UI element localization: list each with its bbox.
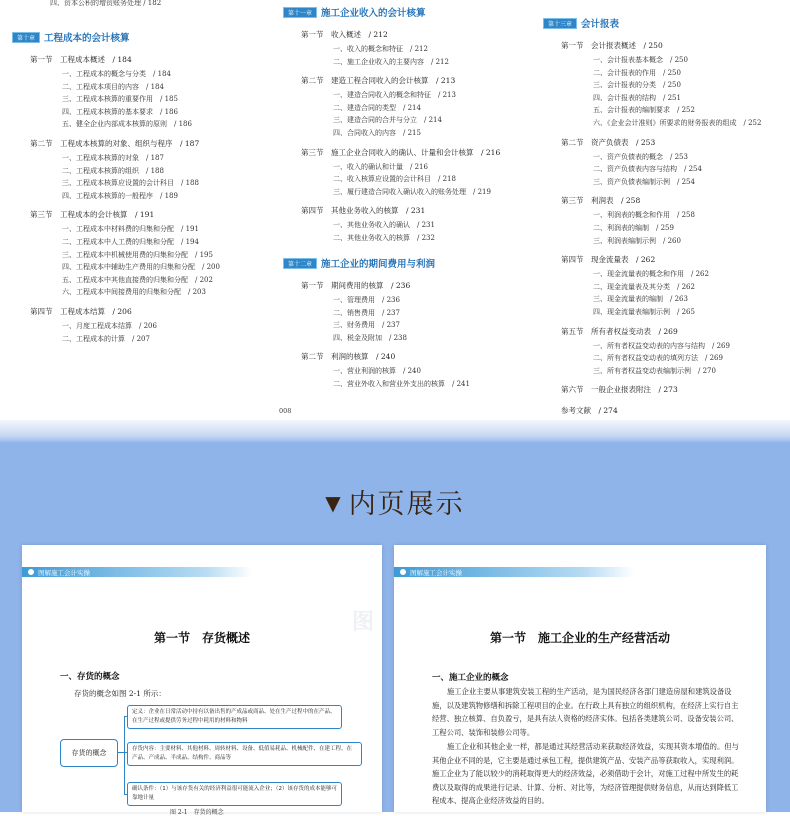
toc-item: 二、销售费用 / 237 (333, 308, 400, 317)
toc-item: 二、其他业务收入的核算 / 232 (333, 234, 435, 242)
page-header-text: 图解施工会计实操 (410, 568, 462, 577)
intro-text: 存货的概念如图 2-1 所示： (74, 689, 166, 698)
toc-section: 第二节 工程成本核算的对象、组织与程序 / 187 (30, 139, 200, 148)
left-sample-page (22, 545, 382, 816)
diagram-box-definition: 定义：企业在日常活动中持有以备出售的产成品或商品、处在生产过程中的在产品、在生产过程或提供劳务过程中耗用的材料和物料 (127, 705, 342, 729)
toc-item: 二、收入核算应设置的会计科目 / 218 (333, 175, 456, 184)
chapter-title: 工程成本的会计核算 (44, 33, 130, 44)
page-header-text: 图解施工会计实操 (38, 568, 90, 577)
triangle-down-icon: ▼ (325, 491, 343, 515)
toc-item: 四、合同收入的内容 / 215 (333, 129, 421, 137)
toc-item: 四、工程成本核算的基本要求 / 186 (62, 107, 178, 116)
toc-section: 第六节 一般企业报表附注 / 273 (561, 385, 678, 395)
toc-item: 三、履行建造合同收入确认收入的账务处理 / 219 (333, 187, 491, 196)
figure-caption: 图 2-1 存货的概念 (170, 809, 224, 816)
header-dot-icon (400, 569, 406, 575)
toc-section: 参考文献 / 274 (561, 406, 618, 416)
toc-item: 一、所有者权益变动表的内容与结构 / 269 (593, 341, 730, 350)
toc-item: 五、会计报表的编制要求 / 252 (593, 106, 695, 115)
toc-item: 五、工程成本中其他直接费的归集和分配 / 202 (62, 275, 213, 284)
toc-item: 一、利润表的概念和作用 / 258 (593, 211, 695, 220)
chapter-heading (283, 256, 435, 270)
toc-section: 第一节 收入概述 / 212 (301, 30, 388, 39)
showcase-title (0, 482, 790, 521)
chapter-heading (12, 30, 130, 44)
toc-item: 一、建造合同收入的概念和特征 / 213 (333, 91, 456, 100)
toc-item: 一、营业利润的核算 / 240 (333, 367, 421, 376)
toc-item: 一、月度工程成本结算 / 206 (62, 322, 157, 330)
chapter-heading (283, 5, 426, 19)
toc-section: 第二节 建造工程合同收入的会计核算 / 213 (301, 76, 456, 86)
toc-item: 二、施工企业收入的主要内容 / 212 (333, 57, 449, 66)
toc-item: 四、税金及附加 / 238 (333, 333, 407, 342)
page-number: 008 (279, 407, 292, 415)
inner-page-showcase (0, 420, 790, 816)
chapter-badge: 第十章 (12, 32, 40, 43)
page-header-bar (22, 567, 252, 577)
toc-section: 第四节 现金流量表 / 262 (561, 255, 656, 265)
toc-item: 二、工程成本的计算 / 207 (62, 334, 150, 343)
toc-item: 三、现金流量表的编制 / 263 (593, 295, 688, 304)
ghost-text: 图 (352, 609, 375, 635)
subheading: 一、施工企业的概念 (432, 673, 509, 683)
toc-item: 一、工程成本的概念与分类 / 184 (62, 70, 171, 78)
toc-item: 二、资产负债表内容与结构 / 254 (593, 165, 702, 174)
toc-item: 一、收入的概念和特征 / 212 (333, 45, 428, 53)
toc-item: 二、工程成本项目的内容 / 184 (62, 82, 164, 91)
toc-item: 二、工程成本核算的组织 / 188 (62, 166, 164, 175)
diagram-root: 存货的概念 (60, 739, 118, 767)
toc-item: 五、健全企业内部成本核算的原则 / 186 (62, 120, 192, 129)
toc-item: 一、现金流量表的概念和作用 / 262 (593, 270, 709, 279)
toc-item: 三、所有者权益变动表编制示例 / 270 (593, 366, 716, 375)
toc-section: 第四节 其他业务收入的核算 / 231 (301, 206, 426, 216)
toc-item: 一、管理费用 / 236 (333, 296, 400, 304)
diagram-box-content: 存货内容：主要材料、其他材料、周转材料、设备、低值易耗品、机械配件、在建工程、在产品、产成品、半成品、结构件、商品等 (127, 742, 362, 766)
toc-item: 三、工程成本核算应设置的会计科目 / 188 (62, 179, 199, 188)
toc-item: 二、会计报表的作用 / 250 (593, 68, 681, 77)
toc-item: 三、工程成本中机械使用费的归集和分配 / 195 (62, 250, 213, 259)
toc-item: 三、利润表编制示例 / 260 (593, 236, 681, 245)
page-header (22, 567, 252, 577)
toc-item: 二、所有者权益变动表的填列方法 / 269 (593, 354, 723, 363)
toc-top-cut-line: 四、资本公积的增资账务处理 / 182 (50, 0, 162, 7)
toc-section: 第三节 工程成本的会计核算 / 191 (30, 210, 155, 220)
header-dot-icon (28, 569, 34, 575)
toc-section: 第五节 所有者权益变动表 / 269 (561, 326, 678, 336)
subheading: 一、存货的概念 (60, 672, 120, 682)
toc-section: 第四节 工程成本结算 / 206 (30, 307, 132, 316)
toc-item: 二、建造合同的类型 / 214 (333, 103, 421, 112)
toc-item: 四、工程成本中辅助生产费用的归集和分配 / 200 (62, 263, 220, 272)
chapter-title: 施工企业的期间费用与利润 (321, 259, 436, 270)
right-sample-page (394, 545, 766, 812)
chapter-badge: 第十一章 (283, 7, 317, 18)
toc-item: 四、现金流量表编制示例 / 265 (593, 308, 695, 316)
toc-item: 二、利润表的编制 / 259 (593, 224, 674, 232)
toc-item: 一、资产负债表的概念 / 253 (593, 152, 688, 161)
toc-section: 第一节 会计报表概述 / 250 (561, 41, 663, 50)
toc-item: 一、其他业务收入的确认 / 231 (333, 221, 435, 230)
toc-item: 六、工程成本中间接费用的归集和分配 / 203 (62, 288, 206, 297)
chapter-heading (543, 16, 619, 30)
chapter-title: 会计报表 (581, 19, 620, 30)
chapter-title: 施工企业收入的会计核算 (321, 8, 426, 19)
toc-item: 二、工程成本中人工费的归集和分配 / 194 (62, 238, 199, 246)
toc-section: 第一节 工程成本概述 / 184 (30, 55, 132, 64)
showcase-title-text: 内页展示 (348, 489, 465, 520)
toc-item: 三、会计报表的分类 / 250 (593, 81, 681, 90)
page-header (394, 567, 634, 577)
toc-item: 一、工程成本中材料费的归集和分配 / 191 (62, 225, 199, 234)
toc-item: 四、工程成本核算的一般程序 / 189 (62, 191, 178, 200)
chapter-badge: 第十三章 (543, 18, 577, 29)
section-title: 第一节 存货概述 (153, 631, 250, 645)
toc-section: 第二节 利润的核算 / 240 (301, 352, 396, 362)
toc-item: 三、资产负债表编制示例 / 254 (593, 177, 695, 186)
toc-item: 六、《企业会计准则》所要求的财务报表的组成 / 252 (593, 119, 762, 127)
toc-item: 三、建造合同的合并与分立 / 214 (333, 116, 442, 125)
band-top-gradient (0, 420, 790, 442)
toc-item: 三、工程成本核算的重要作用 / 185 (62, 95, 178, 104)
page-header-bar (394, 567, 634, 577)
chapter-badge: 第十二章 (283, 258, 317, 269)
toc-section: 第三节 施工企业合同收入的确认、计量和会计核算 / 216 (301, 147, 501, 157)
paragraph: 施工企业和其他企业一样，都是通过其经营活动来获取经济效益，实现其资本增值的。但与其他企业不同的是，它主要是通过承包工程，提供建筑产品、安装产品等获取收入，实现利润。施工企业为了能以较少的消耗取得更大的经济效益，必须借助于会计，对施工过程中所发生的耗费以及取得的成果进行记录、计算、分析、对比等，为经济管理提供财务信息，从而达到降低工程成本、提高企业经济效益的目的。 (432, 742, 739, 806)
toc-item: 二、现金流量表及其分类 / 262 (593, 282, 695, 291)
toc-item: 一、收入的确认和计量 / 216 (333, 162, 428, 171)
toc-item: 一、会计报表基本概念 / 250 (593, 56, 688, 64)
toc-item: 一、工程成本核算的对象 / 187 (62, 154, 164, 162)
toc-section: 第三节 利润表 / 258 (561, 196, 641, 206)
toc-section: 第二节 资产负债表 / 253 (561, 137, 656, 147)
toc-item: 二、营业外收入和营业外支出的核算 / 241 (333, 380, 470, 388)
diagram-box-conditions: 确认条件：（1）与该存货有关的经济利益很可能流入企业；（2）该存货的成本能够可靠地计量 (127, 782, 342, 806)
toc-section: 第一节 期间费用的核算 / 236 (301, 281, 411, 290)
section-title: 第一节 施工企业的生产经营活动 (489, 631, 670, 645)
diagram-connector (124, 716, 125, 794)
toc-item: 三、财务费用 / 237 (333, 321, 400, 330)
toc-item: 四、会计报表的结构 / 251 (593, 93, 681, 102)
paragraph: 施工企业主要从事建筑安装工程的生产活动，是为国民经济各部门建造房屋和建筑设备设施，以及建筑物修缮和拆除工程项目的企业。在行政上具有独立的组织机构，在经济上实行自主经营、独立核算、自负盈亏，是具有法人资格的经济实体。包括各类建筑公司、设备安装公司、工程公司、装饰和装修公司等。 (432, 687, 739, 737)
